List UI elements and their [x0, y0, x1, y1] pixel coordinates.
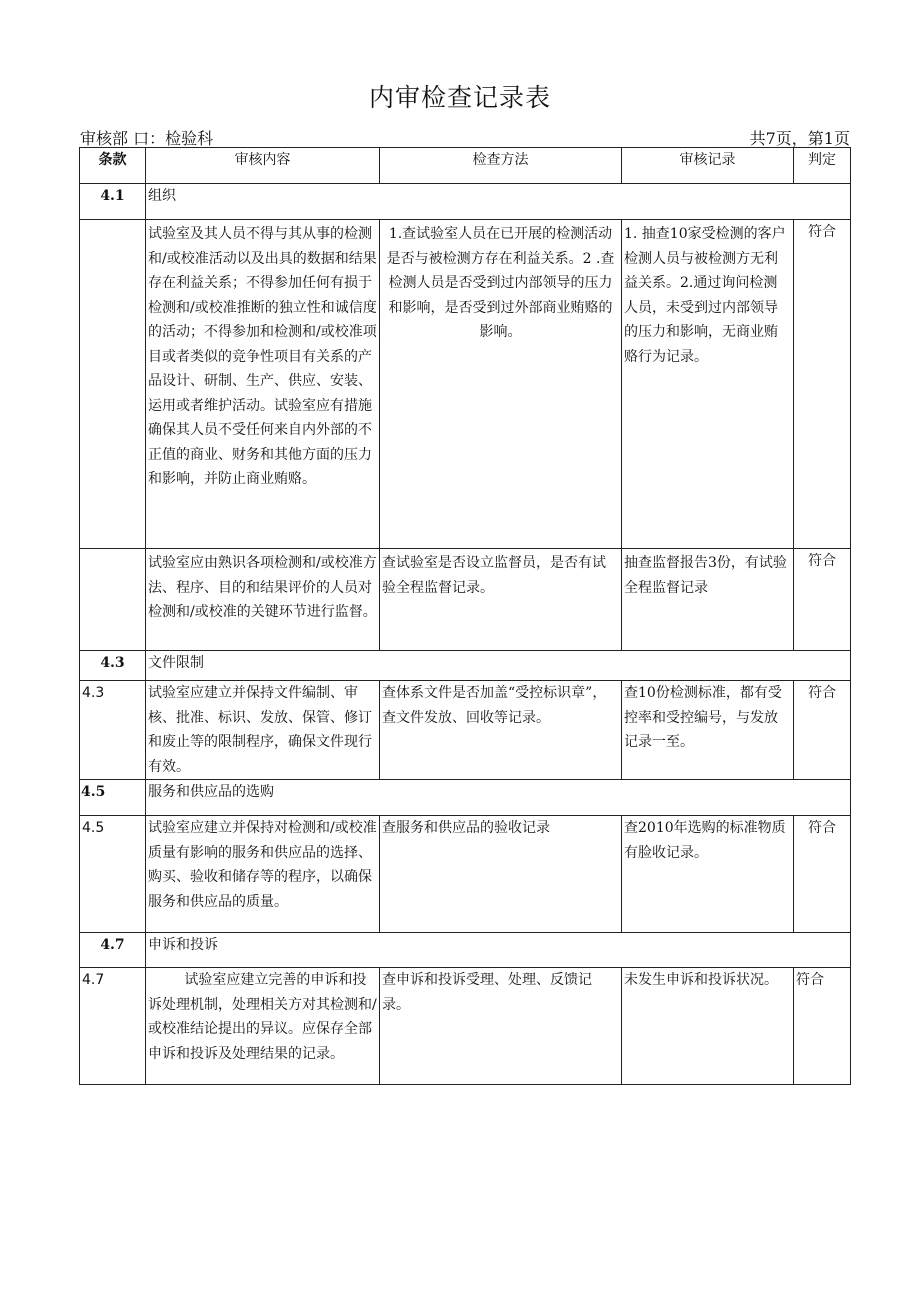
row-content: 试验室及其人员不得与其从事的检测和/或校准活动以及出具的数据和结果存在利益关系；不得参加任何有损于检测和/或校准推断的独立性和诚信度的活动；不得参加和检测和/或校准项目或者类似的竞争性项目有关系的产品设计、研制、生产、供应、安装、运用或者维护活动。试验室应有措施确保其人员不受任何来自内外部的不正值的商业、财务和其他方面的压力和影响，并防止商业贿赂。: [146, 220, 380, 549]
header-clause: 条款: [80, 148, 146, 184]
audit-department: 审核部 口：检验科: [80, 129, 214, 148]
row-content-text: 试验室应建立完善的申诉和投诉处理机制，处理相关方对其检测和/或校准结论提出的异议。应保存全部申诉和投诉及处理结果的记录。: [148, 972, 377, 1062]
row-content: 试验室应由熟识各项检测和/或校准方法、程序、目的和结果评价的人员对检测和/或校准的关键环节进行监督。: [146, 549, 380, 651]
section-number: 4.3: [80, 651, 146, 681]
audit-record-table: [79, 147, 851, 1085]
section-title: 服务和供应品的选购: [146, 780, 851, 816]
row-verdict: 符合: [794, 220, 851, 549]
row-record: 未发生申诉和投诉状况。: [622, 968, 794, 1085]
header-verdict: 判定: [794, 148, 851, 184]
row-clause: [80, 549, 146, 651]
page-indicator: 共7页，第1页: [749, 129, 850, 148]
header-content: 审核内容: [146, 148, 380, 184]
row-method: 1.查试验室人员在已开展的检测活动是否与被检测方存在利益关系。2 .查检测人员是否受到过内部领导的压力和影响，是否受到过外部商业贿赂的影响。: [380, 220, 622, 549]
row-record: 1. 抽查10家受检测的客户检测人员与被检测方无利益关系。2.通过询问检测人员，未受到过内部领导的压力和影响，无商业贿赂行为记录。: [622, 220, 794, 549]
section-number: 4.7: [80, 933, 146, 968]
row-verdict: 符合: [794, 816, 851, 933]
header-record: 审核记录: [622, 148, 794, 184]
section-title: 申诉和投诉: [146, 933, 851, 968]
row-method: 查试验室是否设立监督员，是否有试验全程监督记录。: [380, 549, 622, 651]
row-verdict: 符合: [794, 549, 851, 651]
table-row: [80, 549, 851, 651]
table-row: [80, 816, 851, 933]
section-row: [80, 933, 851, 968]
row-clause: 4.5: [80, 816, 146, 933]
row-clause: 4.7: [80, 968, 146, 1085]
row-clause: [80, 220, 146, 549]
table-row: [80, 968, 851, 1085]
meta-line: [80, 124, 850, 148]
section-row: [80, 780, 851, 816]
row-method: 查体系文件是否加盖“受控标识章”，查文件发放、回收等记录。: [380, 681, 622, 780]
row-method: 查申诉和投诉受理、处理、反馈记录。: [380, 968, 622, 1085]
section-number: 4.5: [80, 780, 146, 816]
row-content: 试验室应建立并保持文件编制、审核、批准、标识、发放、保管、修订和废止等的限制程序，确保文件现行有效。: [146, 681, 380, 780]
section-number: 4.1: [80, 184, 146, 220]
row-content: 试验室应建立并保持对检测和/或校准质量有影响的服务和供应品的选择、购买、验收和储存等的程序，以确保服务和供应品的质量。: [146, 816, 380, 933]
row-record: 查10份检测标准，都有受控率和受控编号，与发放记录一至。: [622, 681, 794, 780]
row-verdict: 符合: [794, 681, 851, 780]
row-method: 查服务和供应品的验收记录: [380, 816, 622, 933]
table-row: [80, 681, 851, 780]
section-title: 文件限制: [146, 651, 851, 681]
row-verdict: 符合: [794, 968, 851, 1085]
header-row: [80, 148, 851, 184]
section-row: [80, 651, 851, 681]
row-clause: 4.3: [80, 681, 146, 780]
row-record: 抽查监督报告3份，有试验全程监督记录: [622, 549, 794, 651]
page-title: 内审检查记录表: [368, 83, 551, 112]
row-content: [146, 968, 380, 1085]
header-method: 检查方法: [380, 148, 622, 184]
section-row: [80, 184, 851, 220]
section-title: 组织: [146, 184, 851, 220]
table-row: [80, 220, 851, 549]
row-record: 查2010年选购的标准物质有脸收记录。: [622, 816, 794, 933]
